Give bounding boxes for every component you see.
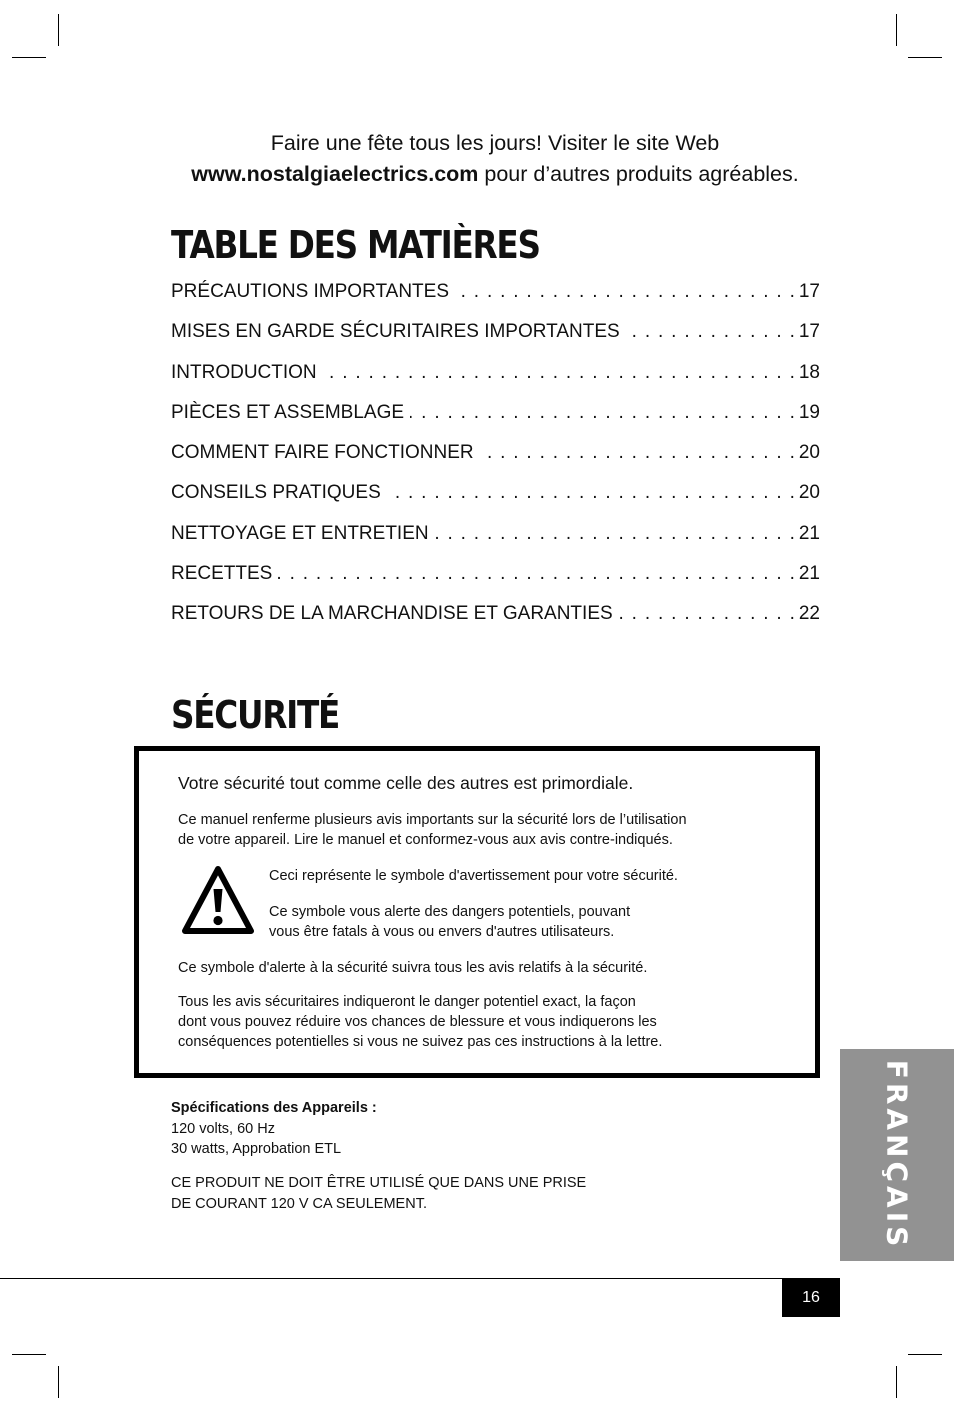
toc-entry[interactable] bbox=[171, 603, 820, 643]
language-tab-label: FRANÇAIS bbox=[880, 1059, 914, 1251]
toc-entry-page: 21 bbox=[798, 563, 820, 585]
toc-leader-dots bbox=[387, 482, 795, 504]
crop-mark bbox=[12, 1354, 46, 1355]
specs-line-1: 120 volts, 60 Hz bbox=[171, 1120, 275, 1137]
crop-mark bbox=[908, 1354, 942, 1355]
safety-paragraph-3 bbox=[178, 992, 662, 1052]
safety-lead: Votre sécurité tout comme celle des autres est primordiale. bbox=[178, 773, 634, 793]
toc-entry[interactable] bbox=[171, 482, 820, 522]
toc-leader-dots bbox=[455, 281, 795, 303]
toc-leader-dots bbox=[410, 402, 795, 424]
toc-entry-label: PRÉCAUTIONS IMPORTANTES bbox=[171, 281, 449, 302]
safety-paragraph-1-line-2: de votre appareil. Lire le manuel et conformez-vous aux avis contre-indiqués. bbox=[178, 832, 673, 848]
crop-mark bbox=[908, 57, 942, 58]
safety-paragraph-1 bbox=[178, 810, 687, 850]
specifications bbox=[171, 1098, 377, 1160]
toc-entry-label: RECETTES bbox=[171, 563, 273, 585]
toc-entry[interactable] bbox=[171, 442, 820, 482]
toc-entry-page: 20 bbox=[798, 482, 820, 504]
footer-rule bbox=[0, 1278, 840, 1279]
power-notice bbox=[171, 1173, 586, 1214]
crop-mark bbox=[12, 57, 46, 58]
toc-entry[interactable] bbox=[171, 402, 820, 442]
icon-text-2-line-2: vous être fatals à vous ou envers d'autres utilisateurs. bbox=[269, 924, 615, 940]
toc-entry-page: 21 bbox=[798, 522, 820, 544]
crop-mark bbox=[896, 1366, 897, 1398]
toc-entry-label: INTRODUCTION bbox=[171, 361, 317, 383]
warning-triangle-icon bbox=[182, 865, 254, 937]
safety-title: SÉCURITÉ bbox=[171, 693, 340, 737]
toc-entry-label: MISES EN GARDE SÉCURITAIRES IMPORTANTES bbox=[171, 321, 620, 343]
toc-entry[interactable] bbox=[171, 281, 820, 321]
toc-entry-page: 17 bbox=[798, 281, 820, 302]
intro-line-2 bbox=[150, 159, 840, 190]
toc-title: TABLE DES MATIÈRES bbox=[171, 223, 540, 267]
toc-entry[interactable] bbox=[171, 523, 820, 563]
toc-entry-page: 20 bbox=[798, 442, 820, 464]
website-link[interactable]: www.nostalgiaelectrics.com bbox=[191, 162, 479, 186]
safety-paragraph-3-line-3: conséquences potentielles si vous ne suivez pas ces instructions à la lettre. bbox=[178, 1034, 663, 1050]
crop-mark bbox=[58, 1366, 59, 1398]
safety-paragraph-3-line-1: Tous les avis sécuritaires indiqueront le danger potentiel exact, la façon bbox=[178, 994, 636, 1010]
language-tab bbox=[840, 1049, 954, 1261]
toc-entry-page: 17 bbox=[798, 321, 820, 343]
intro-text bbox=[150, 128, 840, 190]
toc-entry-label: COMMENT FAIRE FONCTIONNER bbox=[171, 442, 474, 464]
crop-mark bbox=[58, 14, 59, 46]
toc-leader-dots bbox=[435, 523, 795, 545]
power-notice-line-1: CE PRODUIT NE DOIT ÊTRE UTILISÉ QUE DANS UNE PRISE bbox=[171, 1175, 587, 1191]
safety-paragraph-3-line-2: dont vous pouvez réduire vos chances de blessure et vous indiquerons les bbox=[178, 1014, 657, 1030]
intro-line-2-rest: pour d’autres produits agréables. bbox=[478, 162, 799, 186]
toc-entry-label: PIÈCES ET ASSEMBLAGE bbox=[171, 401, 405, 423]
safety-box bbox=[134, 746, 820, 1078]
toc-entry[interactable] bbox=[171, 362, 820, 402]
toc-entry-page: 22 bbox=[798, 603, 820, 625]
toc-entry-label: RETOURS DE LA MARCHANDISE ET GARANTIES bbox=[171, 603, 613, 625]
toc-entry-page: 19 bbox=[798, 401, 820, 423]
toc-leader-dots bbox=[323, 362, 795, 384]
toc-leader-dots bbox=[480, 442, 795, 464]
toc-entry[interactable] bbox=[171, 563, 820, 603]
specs-line-2: 30 watts, Approbation ETL bbox=[171, 1141, 342, 1157]
toc-leader-dots bbox=[619, 603, 795, 625]
specs-heading: Spécifications des Appareils : bbox=[171, 1100, 377, 1116]
icon-text-1: Ceci représente le symbole d'avertissement pour votre sécurité. bbox=[269, 868, 678, 884]
icon-text-2 bbox=[269, 902, 630, 942]
crop-mark bbox=[896, 14, 897, 46]
toc-entry[interactable] bbox=[171, 321, 820, 361]
toc-entry-page: 18 bbox=[798, 361, 820, 383]
safety-paragraph-1-line-1: Ce manuel renferme plusieurs avis importants sur la sécurité lors de l’utilisation bbox=[178, 812, 687, 828]
intro-line-1: Faire une fête tous les jours! Visiter le site Web bbox=[270, 131, 720, 155]
toc-leader-dots bbox=[278, 563, 795, 585]
power-notice-line-2: DE COURANT 120 V CA SEULEMENT. bbox=[171, 1195, 427, 1212]
toc-list bbox=[171, 281, 820, 644]
safety-paragraph-2: Ce symbole d'alerte à la sécurité suivra tous les avis relatifs à la sécurité. bbox=[178, 960, 648, 976]
page-number: 16 bbox=[782, 1278, 840, 1317]
toc-leader-dots bbox=[626, 321, 795, 343]
toc-entry-label: NETTOYAGE ET ENTRETIEN bbox=[171, 522, 429, 544]
toc-entry-label: CONSEILS PRATIQUES bbox=[171, 482, 381, 504]
icon-text-2-line-1: Ce symbole vous alerte des dangers potentiels, pouvant bbox=[269, 904, 631, 920]
